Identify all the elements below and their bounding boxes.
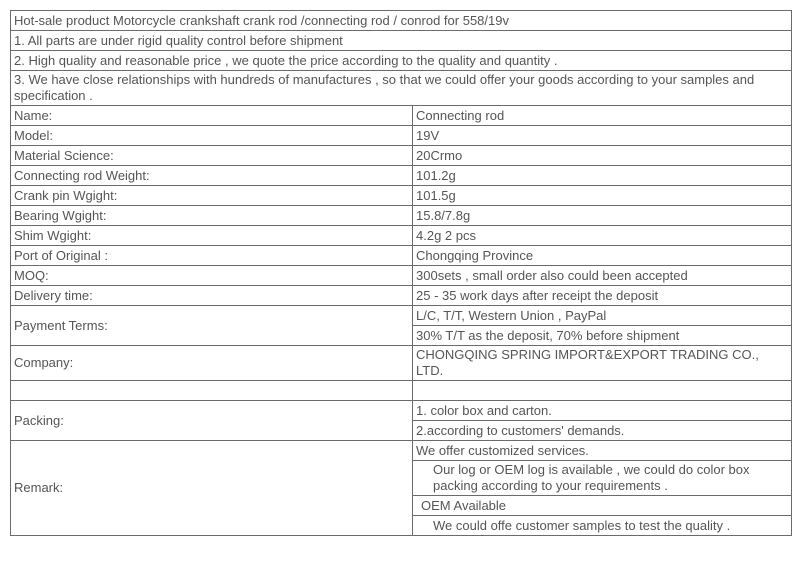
table-row [11, 246, 792, 266]
empty-cell [11, 381, 413, 401]
spec-value-model: 19V [413, 126, 792, 146]
spec-label-moq: MOQ: [11, 266, 413, 286]
spec-value-crank-pin: 101.5g [413, 186, 792, 206]
packing-value-2: 2.according to customers' demands. [413, 421, 792, 441]
spec-value-bearing: 15.8/7.8g [413, 206, 792, 226]
empty-row [11, 381, 792, 401]
packing-value-1: 1. color box and carton. [413, 401, 792, 421]
company-label: Company: [11, 346, 413, 381]
spec-label-material: Material Science: [11, 146, 413, 166]
remark-value-3: OEM Available [413, 496, 792, 516]
spec-value-delivery: 25 - 35 work days after receipt the deposit [413, 286, 792, 306]
table-row [11, 306, 792, 326]
table-row [11, 146, 792, 166]
table-row [11, 226, 792, 246]
feature-2: 2. High quality and reasonable price , we quote the price according to the quality and quantity . [11, 51, 792, 71]
spec-label-port: Port of Original : [11, 246, 413, 266]
remark-value-4: We could offe customer samples to test the quality . [413, 516, 792, 536]
spec-label-bearing: Bearing Wgight: [11, 206, 413, 226]
table-row [11, 441, 792, 461]
payment-label: Payment Terms: [11, 306, 413, 346]
product-spec-table [10, 10, 792, 536]
empty-cell [413, 381, 792, 401]
spec-value-port: Chongqing Province [413, 246, 792, 266]
spec-label-delivery: Delivery time: [11, 286, 413, 306]
spec-label-model: Model: [11, 126, 413, 146]
table-row [11, 346, 792, 381]
spec-value-rod-weight: 101.2g [413, 166, 792, 186]
table-row [11, 126, 792, 146]
spec-value-moq: 300sets , small order also could been accepted [413, 266, 792, 286]
feature-1: 1. All parts are under rigid quality control before shipment [11, 31, 792, 51]
remark-value-2: Our log or OEM log is available , we could do color box packing according to your requirements . [413, 461, 792, 496]
table-row [11, 186, 792, 206]
remark-label: Remark: [11, 441, 413, 536]
spec-label-name: Name: [11, 106, 413, 126]
spec-label-crank-pin: Crank pin Wgight: [11, 186, 413, 206]
product-title: Hot-sale product Motorcycle crankshaft crank rod /connecting rod / conrod for 558/19v [11, 11, 792, 31]
payment-value-1: L/C, T/T, Western Union , PayPal [413, 306, 792, 326]
feature-3: 3. We have close relationships with hundreds of manufactures , so that we could offer your goods according to your samples and specification . [11, 71, 792, 106]
remark-value-1: We offer customized services. [413, 441, 792, 461]
spec-label-shim: Shim Wgight: [11, 226, 413, 246]
spec-value-name: Connecting rod [413, 106, 792, 126]
company-value: CHONGQING SPRING IMPORT&EXPORT TRADING CO., LTD. [413, 346, 792, 381]
table-row [11, 286, 792, 306]
spec-value-material: 20Crmo [413, 146, 792, 166]
table-row [11, 106, 792, 126]
spec-label-rod-weight: Connecting rod Weight: [11, 166, 413, 186]
table-row [11, 401, 792, 421]
packing-label: Packing: [11, 401, 413, 441]
spec-value-shim: 4.2g 2 pcs [413, 226, 792, 246]
feature-row [11, 51, 792, 71]
payment-value-2: 30% T/T as the deposit, 70% before shipment [413, 326, 792, 346]
title-row [11, 11, 792, 31]
feature-row [11, 71, 792, 106]
feature-row [11, 31, 792, 51]
table-row [11, 266, 792, 286]
table-row [11, 166, 792, 186]
table-row [11, 206, 792, 226]
